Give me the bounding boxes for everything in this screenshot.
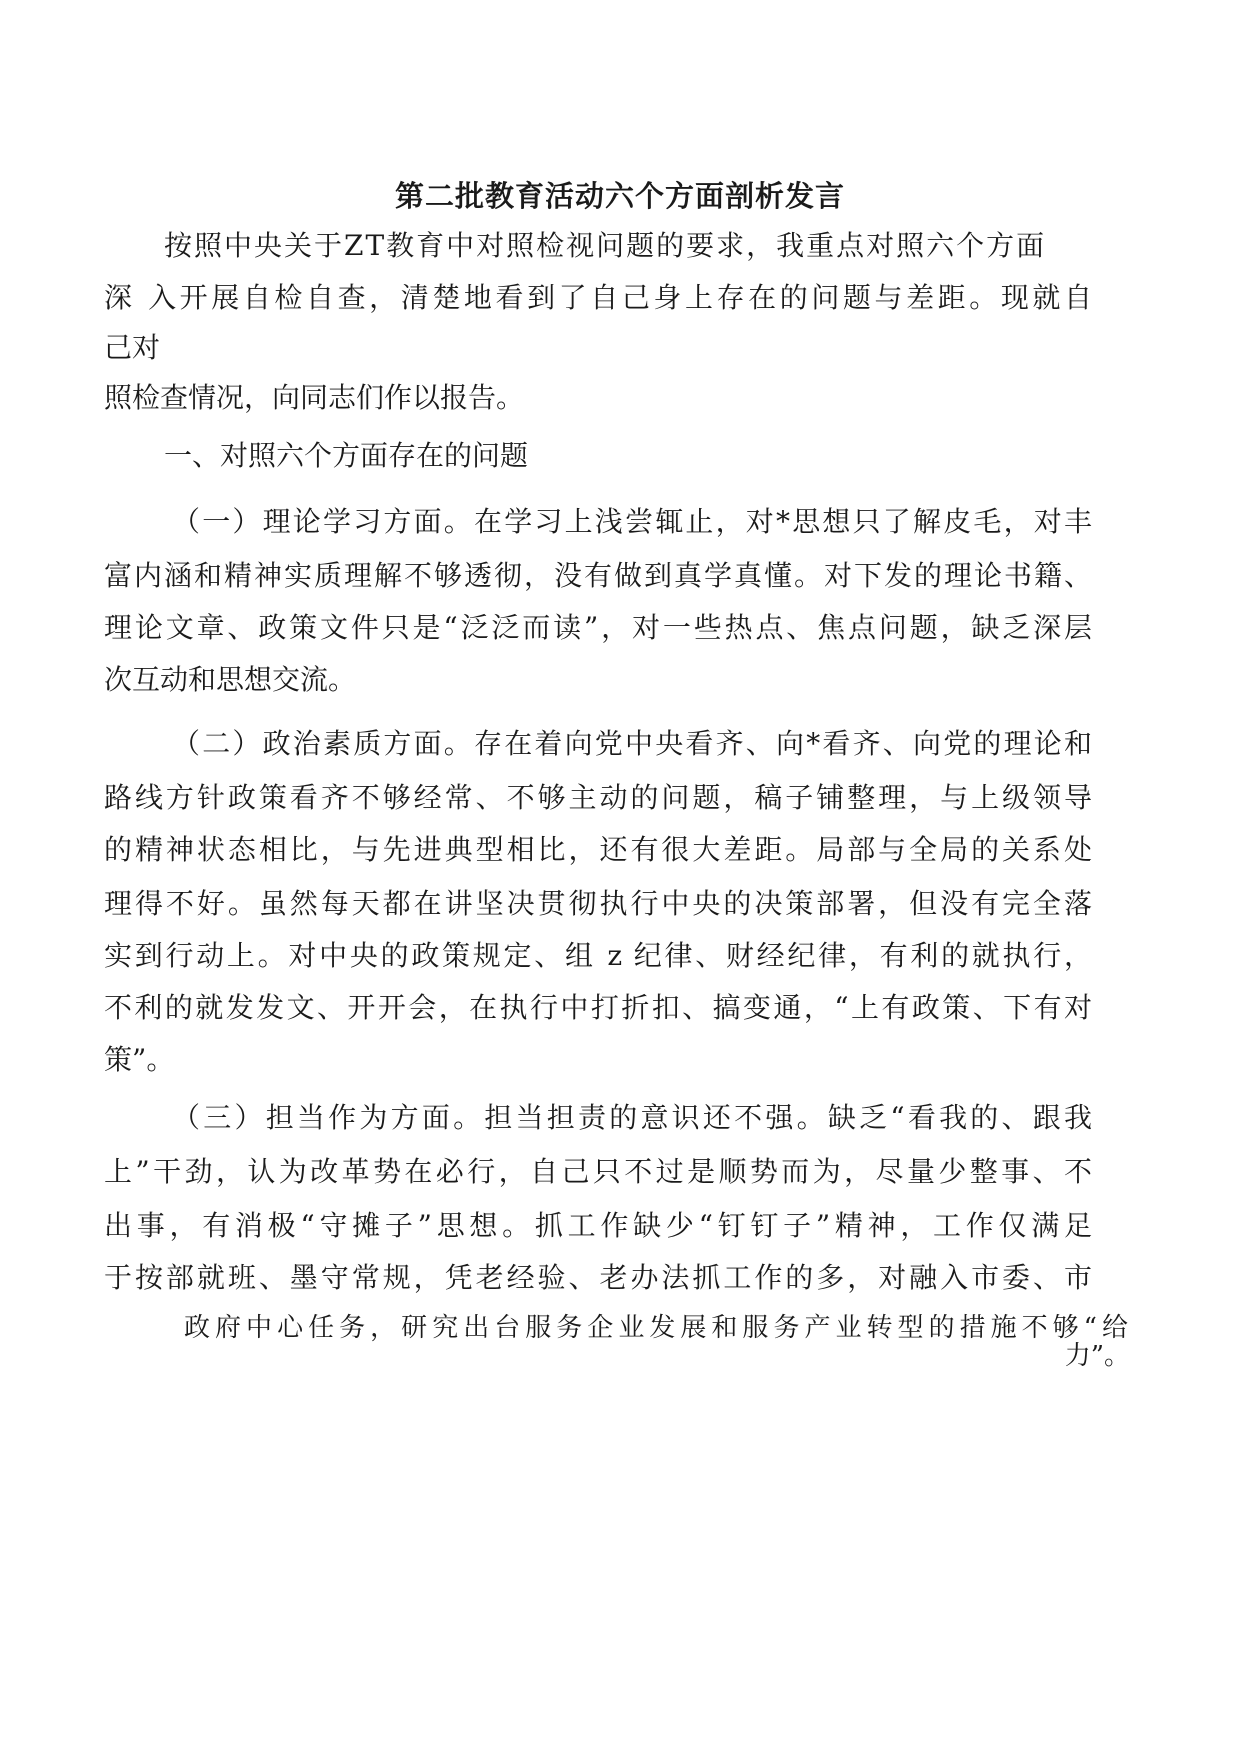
section2-line-4: 理得不好。虽然每天都在讲坚决贯彻执行中央的决策部署，但没有完全落 [104, 887, 1092, 920]
section2-line-3: 的精神状态相比，与先进典型相比，还有很大差距。局部与全局的关系处 [104, 833, 1092, 866]
section2-line-5: 实到行动上。对中央的政策规定、组 z 纪律、财经纪律，有利的就执行， [104, 939, 1092, 972]
section1-line-2: 富内涵和精神实质理解不够透彻，没有做到真学真懂。对下发的理论书籍、 [104, 559, 1092, 592]
section3-line-2: 上”干劲，认为改革势在必行，自己只不过是顺势而为，尽量少整事、不 [104, 1155, 1092, 1188]
section1-line-3: 理论文章、政策文件只是“泛泛而读”，对一些热点、焦点问题，缺乏深层 [104, 611, 1092, 644]
intro-line-3: 己对 [104, 331, 161, 364]
section3-line-6: 力”。 [1064, 1341, 1130, 1371]
section1-line-4: 次互动和思想交流。 [104, 663, 357, 696]
section3-line-4: 于按部就班、墨守常规，凭老经验、老办法抓工作的多，对融入市委、市 [104, 1261, 1092, 1294]
section3-line-5: 政府中心任务，研究出台服务企业发展和服务产业转型的措施不够“给 [184, 1313, 1128, 1343]
document-title: 第二批教育活动六个方面剖析发言 [394, 179, 845, 213]
intro-line-1: 按照中央关于ZT教育中对照检视问题的要求，我重点对照六个方面 [164, 229, 1047, 262]
section2-line-6: 不利的就发发文、开开会，在执行中打折扣、搞变通，“上有政策、下有对 [104, 991, 1092, 1024]
intro-line-2: 深 入开展自检自查，清楚地看到了自己身上存在的问题与差距。现就自 [104, 281, 1092, 314]
section2-line-7: 策”。 [104, 1043, 175, 1076]
section-heading: 一、对照六个方面存在的问题 [164, 439, 529, 472]
intro-line-4: 照检查情况，向同志们作以报告。 [104, 381, 525, 414]
section1-line-1: （一）理论学习方面。在学习上浅尝辄止，对*思想只了解皮毛，对丰 [172, 505, 1092, 538]
section2-line-2: 路线方针政策看齐不够经常、不够主动的问题，稿子铺整理，与上级领导 [104, 781, 1092, 814]
section2-line-1: （二）政治素质方面。存在着向党中央看齐、向*看齐、向党的理论和 [172, 727, 1092, 760]
section3-line-1: （三）担当作为方面。担当担责的意识还不强。缺乏“看我的、跟我 [172, 1101, 1092, 1134]
section3-line-3: 出事，有消极“守摊子”思想。抓工作缺少“钉钉子”精神，工作仅满足 [104, 1209, 1092, 1242]
